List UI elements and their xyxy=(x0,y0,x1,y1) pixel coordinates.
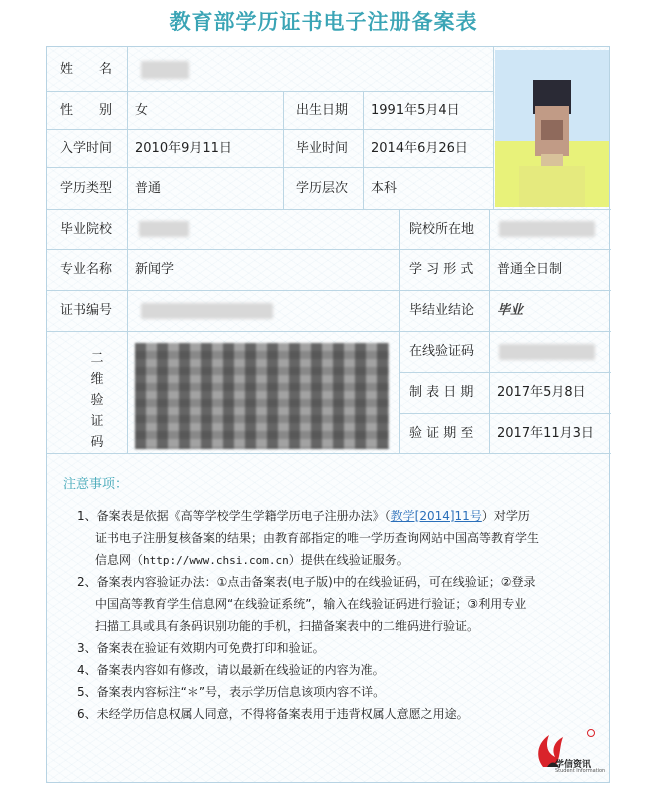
note-item: 中国高等教育学生信息网“在线验证系统”，输入在线验证码进行验证；③利用专业 xyxy=(95,597,527,611)
gender-value: 女 xyxy=(135,102,149,118)
study-form-label: 学 习 形 式 xyxy=(409,262,474,277)
expire-label: 验 证 期 至 xyxy=(409,425,474,441)
verify-code-label: 在线验证码 xyxy=(409,344,475,359)
qr-label-char: 码 xyxy=(90,435,104,450)
note-item: 4、备案表内容如有修改，请以最新在线验证的内容为准。 xyxy=(77,663,385,677)
study-form-value: 普通全日制 xyxy=(497,262,563,277)
location-label: 院校所在地 xyxy=(409,221,475,237)
school-label: 毕业院校 xyxy=(60,221,113,237)
logo-text: 学信资讯 xyxy=(555,760,592,770)
qr-label-char: 维 xyxy=(90,372,104,387)
school-redacted xyxy=(139,221,189,237)
grad-value: 2014年6月26日 xyxy=(371,140,468,156)
name-label: 姓 名 xyxy=(60,61,113,77)
cert-redacted xyxy=(141,303,273,319)
date-label: 制 表 日 期 xyxy=(409,385,474,400)
page-title: 教育部学历证书电子注册备案表 xyxy=(169,10,478,34)
grad-label: 毕业时间 xyxy=(296,140,349,156)
regulation-link[interactable]: 教学[2014]11号 xyxy=(390,509,482,523)
gender-label: 性 别 xyxy=(60,102,113,118)
edu-level-label: 学历层次 xyxy=(296,180,349,196)
qr-label-char: 验 xyxy=(90,393,104,408)
birth-label: 出生日期 xyxy=(296,102,349,118)
note-item: 信息网（http://www.chsi.com.cn）提供在线验证服务。 xyxy=(95,553,409,567)
major-label: 专业名称 xyxy=(60,262,113,277)
location-redacted xyxy=(499,221,595,237)
conclusion-value: 毕业 xyxy=(497,303,524,318)
edu-type-label: 学历类型 xyxy=(60,180,113,196)
chsi-logo xyxy=(525,727,605,775)
cert-label: 证书编号 xyxy=(60,303,113,318)
note-item: 6、未经学历信息权属人同意，不得将备案表用于违背权属人意愿之用途。 xyxy=(77,707,469,721)
note-item: 3、备案表在验证有效期内可免费打印和验证。 xyxy=(77,641,325,655)
note-item: 1、备案表是依据《高等学校学生学籍学历电子注册办法》（教学[2014]11号）对学历 xyxy=(77,509,530,523)
note-item: 扫描工具或具有条码识别功能的手机，扫描备案表中的二维码进行验证。 xyxy=(95,619,480,633)
name-redacted xyxy=(141,61,189,79)
notes-title: 注意事项： xyxy=(63,477,129,492)
conclusion-label: 毕结业结论 xyxy=(409,303,475,318)
chsi-url[interactable]: http://www.chsi.com.cn xyxy=(143,554,289,567)
note-item: 证书电子注册复核备案的结果；由教育部指定的唯一学历查询网站中国高等教育学生 xyxy=(95,531,540,545)
enroll-value: 2010年9月11日 xyxy=(135,140,232,156)
note-item: 5、备案表内容标注“＊”号，表示学历信息该项内容不详。 xyxy=(77,685,386,699)
logo-subtext: Student Information xyxy=(555,768,606,774)
expire-value: 2017年11月3日 xyxy=(497,425,594,441)
record-table xyxy=(46,46,610,783)
note-item: 2、备案表内容验证办法：①点击备案表(电子版)中的在线验证码，可在线验证；②登录 xyxy=(77,575,536,589)
qr-label-char: 二 xyxy=(90,351,104,366)
qr-label-char: 证 xyxy=(90,414,104,429)
enroll-label: 入学时间 xyxy=(60,140,113,156)
date-value: 2017年5月8日 xyxy=(497,385,586,400)
birth-value: 1991年5月4日 xyxy=(371,102,460,118)
student-photo xyxy=(495,50,609,207)
edu-type-value: 普通 xyxy=(135,180,162,196)
qr-code-redacted[interactable] xyxy=(135,343,389,449)
verify-code-redacted[interactable] xyxy=(499,344,595,360)
edu-level-value: 本科 xyxy=(371,180,398,196)
major-value: 新闻学 xyxy=(135,262,175,277)
